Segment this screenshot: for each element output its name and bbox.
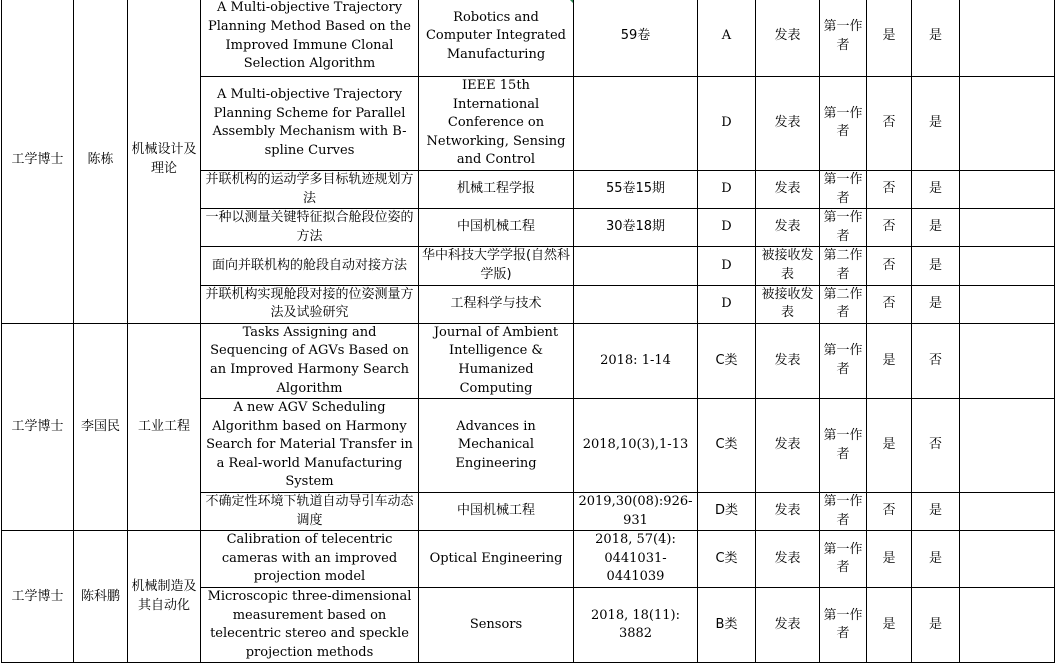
journal-text: Robotics and Computer Integrated Manufacturing xyxy=(425,9,566,62)
author-rank-cell: 第一作者 xyxy=(820,493,867,531)
status-cell: 发表 xyxy=(756,0,820,77)
flag-1-cell: 否 xyxy=(867,493,912,531)
paper-title-cell: 面向并联机构的舱段自动对接方法 xyxy=(201,247,419,285)
level-cell: D类 xyxy=(698,493,756,531)
volume-cell xyxy=(574,285,698,323)
flag-1-cell: 是 xyxy=(867,323,912,398)
empty-cell xyxy=(960,77,1055,171)
flag-1-cell: 否 xyxy=(867,170,912,208)
paper-title-cell: 并联机构的运动学多目标轨迹规划方法 xyxy=(201,170,419,208)
level-cell: B类 xyxy=(698,588,756,663)
empty-cell xyxy=(960,0,1055,77)
flag-2-cell: 是 xyxy=(912,247,960,285)
level-cell: C类 xyxy=(698,531,756,588)
major-cell: 工业工程 xyxy=(128,323,201,531)
level-cell: C类 xyxy=(698,399,756,493)
journal-cell: 机械工程学报 xyxy=(419,170,574,208)
table-row xyxy=(2,531,1055,588)
paper-title-cell: A Multi-objective Trajectory Planning Scheme for Parallel Assembly Mechanism with B-spline Curves xyxy=(201,77,419,171)
volume-cell: 59卷 xyxy=(574,0,698,77)
journal-cell: 中国机械工程 xyxy=(419,209,574,247)
level-cell: D xyxy=(698,247,756,285)
volume-cell xyxy=(574,247,698,285)
flag-1-cell: 是 xyxy=(867,0,912,77)
empty-cell xyxy=(960,285,1055,323)
status-cell: 发表 xyxy=(756,170,820,208)
student-name-cell: 陈科鹏 xyxy=(74,531,128,663)
flag-2-cell: 否 xyxy=(912,399,960,493)
flag-1-cell: 是 xyxy=(867,399,912,493)
paper-title-cell: 不确定性环境下轨道自动导引车动态调度 xyxy=(201,493,419,531)
major-cell: 机械制造及其自动化 xyxy=(128,531,201,663)
table-body xyxy=(2,0,1055,663)
author-rank-cell: 第一作者 xyxy=(820,0,867,77)
flag-1-cell: 是 xyxy=(867,588,912,663)
empty-cell xyxy=(960,209,1055,247)
flag-2-cell: 是 xyxy=(912,77,960,171)
author-rank-cell: 第一作者 xyxy=(820,209,867,247)
flag-2-cell: 是 xyxy=(912,0,960,77)
status-cell: 发表 xyxy=(756,323,820,398)
flag-1-cell: 否 xyxy=(867,209,912,247)
flag-2-cell: 是 xyxy=(912,170,960,208)
empty-cell xyxy=(960,588,1055,663)
paper-title-cell: A Multi-objective Trajectory Planning Method Based on the Improved Immune Clonal Selection Algorithm xyxy=(201,0,419,77)
level-cell: D xyxy=(698,285,756,323)
status-cell: 被接收发表 xyxy=(756,285,820,323)
paper-title-cell: Tasks Assigning and Sequencing of AGVs Based on an Improved Harmony Search Algorithm xyxy=(201,323,419,398)
publications-table xyxy=(1,0,1055,663)
flag-1-cell: 否 xyxy=(867,285,912,323)
journal-cell: IEEE 15th International Conference on Networking, Sensing and Control xyxy=(419,77,574,171)
paper-title-cell: A new AGV Scheduling Algorithm based on Harmony Search for Material Transfer in a Real-world Manufacturing System xyxy=(201,399,419,493)
journal-cell: Advances in Mechanical Engineering xyxy=(419,399,574,493)
level-cell: D xyxy=(698,170,756,208)
author-rank-cell: 第一作者 xyxy=(820,170,867,208)
paper-title-cell: Microscopic three-dimensional measurement based on telecentric stereo and speckle projection methods xyxy=(201,588,419,663)
volume-cell: 2018, 57(4): 0441031-0441039 xyxy=(574,531,698,588)
volume-cell: 2019,30(08):926-931 xyxy=(574,493,698,531)
author-rank-cell: 第二作者 xyxy=(820,247,867,285)
author-rank-cell: 第一作者 xyxy=(820,399,867,493)
level-cell: D xyxy=(698,77,756,171)
author-rank-cell: 第一作者 xyxy=(820,77,867,171)
comment-marker-icon xyxy=(567,0,573,3)
status-cell: 发表 xyxy=(756,493,820,531)
flag-1-cell: 否 xyxy=(867,247,912,285)
empty-cell xyxy=(960,247,1055,285)
empty-cell xyxy=(960,170,1055,208)
author-rank-cell: 第一作者 xyxy=(820,531,867,588)
paper-title-cell: 一种以测量关键特征拟合舱段位姿的方法 xyxy=(201,209,419,247)
journal-cell: Optical Engineering xyxy=(419,531,574,588)
level-cell: D xyxy=(698,209,756,247)
flag-2-cell: 是 xyxy=(912,285,960,323)
journal-cell: Journal of Ambient Intelligence & Humanized Computing xyxy=(419,323,574,398)
volume-cell: 2018,10(3),1-13 xyxy=(574,399,698,493)
flag-2-cell: 否 xyxy=(912,323,960,398)
empty-cell xyxy=(960,399,1055,493)
student-name-cell: 陈栋 xyxy=(74,0,128,323)
flag-2-cell: 是 xyxy=(912,493,960,531)
journal-cell: 工程科学与技术 xyxy=(419,285,574,323)
empty-cell xyxy=(960,531,1055,588)
degree-cell: 工学博士 xyxy=(2,531,74,663)
degree-cell: 工学博士 xyxy=(2,323,74,531)
paper-title-cell: 并联机构实现舱段对接的位姿测量方法及试验研究 xyxy=(201,285,419,323)
major-cell: 机械设计及理论 xyxy=(128,0,201,323)
flag-2-cell: 是 xyxy=(912,209,960,247)
empty-cell xyxy=(960,323,1055,398)
journal-cell: 华中科技大学学报(自然科学版) xyxy=(419,247,574,285)
journal-cell xyxy=(419,0,574,77)
journal-cell: Sensors xyxy=(419,588,574,663)
empty-cell xyxy=(960,493,1055,531)
status-cell: 被接收发表 xyxy=(756,247,820,285)
status-cell: 发表 xyxy=(756,399,820,493)
journal-cell: 中国机械工程 xyxy=(419,493,574,531)
status-cell: 发表 xyxy=(756,77,820,171)
volume-cell: 55卷15期 xyxy=(574,170,698,208)
volume-cell: 2018, 18(11): 3882 xyxy=(574,588,698,663)
table-row xyxy=(2,323,1055,398)
level-cell: A xyxy=(698,0,756,77)
paper-title-cell: Calibration of telecentric cameras with an improved projection model xyxy=(201,531,419,588)
status-cell: 发表 xyxy=(756,209,820,247)
status-cell: 发表 xyxy=(756,531,820,588)
flag-2-cell: 是 xyxy=(912,531,960,588)
status-cell: 发表 xyxy=(756,588,820,663)
author-rank-cell: 第二作者 xyxy=(820,285,867,323)
volume-cell: 2018: 1-14 xyxy=(574,323,698,398)
flag-1-cell: 否 xyxy=(867,77,912,171)
volume-cell: 30卷18期 xyxy=(574,209,698,247)
author-rank-cell: 第一作者 xyxy=(820,323,867,398)
degree-cell: 工学博士 xyxy=(2,0,74,323)
table-row xyxy=(2,0,1055,77)
student-name-cell: 李国民 xyxy=(74,323,128,531)
level-cell: C类 xyxy=(698,323,756,398)
volume-cell xyxy=(574,77,698,171)
author-rank-cell: 第一作者 xyxy=(820,588,867,663)
flag-1-cell: 是 xyxy=(867,531,912,588)
flag-2-cell: 是 xyxy=(912,588,960,663)
